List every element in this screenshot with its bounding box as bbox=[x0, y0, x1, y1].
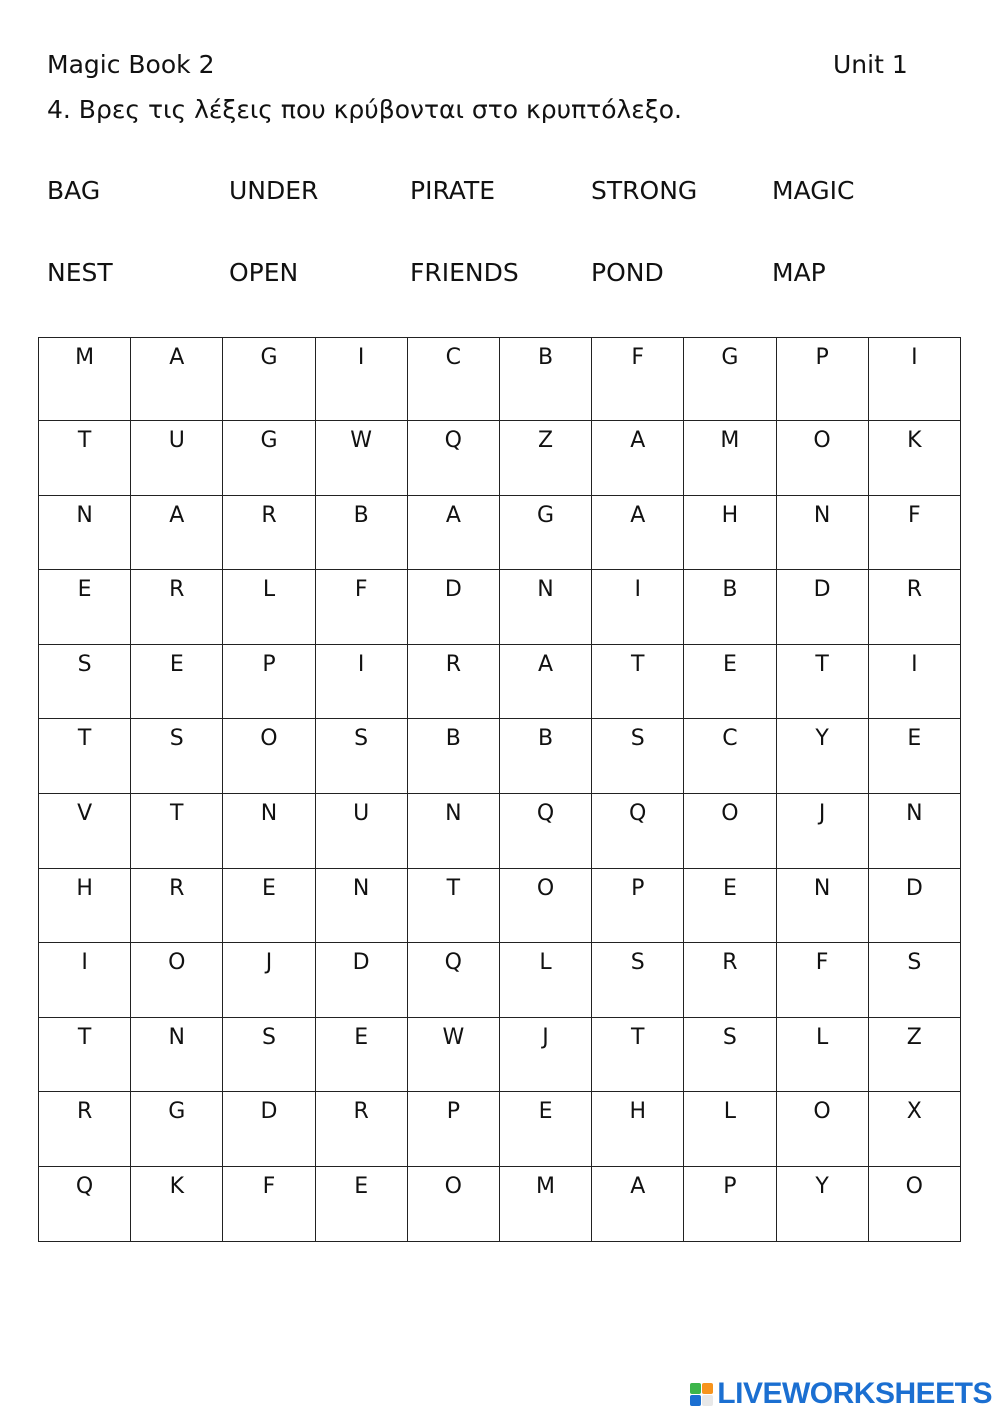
grid-cell[interactable]: I bbox=[315, 644, 407, 719]
grid-cell[interactable]: C bbox=[684, 719, 776, 794]
grid-cell[interactable]: Q bbox=[407, 943, 499, 1018]
grid-cell[interactable]: F bbox=[315, 570, 407, 645]
grid-cell[interactable]: P bbox=[592, 868, 684, 943]
grid-cell[interactable]: B bbox=[407, 719, 499, 794]
grid-cell[interactable]: D bbox=[223, 1092, 315, 1167]
grid-cell[interactable]: O bbox=[776, 421, 868, 496]
grid-cell[interactable]: E bbox=[868, 719, 960, 794]
grid-cell[interactable]: A bbox=[499, 644, 591, 719]
grid-cell[interactable]: A bbox=[592, 495, 684, 570]
grid-cell[interactable]: E bbox=[315, 1017, 407, 1092]
word-bank-item: BAG bbox=[47, 176, 101, 205]
grid-cell[interactable]: O bbox=[407, 1166, 499, 1241]
logo-square bbox=[702, 1383, 713, 1394]
book-title: Magic Book 2 bbox=[47, 50, 215, 79]
grid-row bbox=[39, 338, 961, 421]
grid-cell[interactable]: N bbox=[315, 868, 407, 943]
grid-cell[interactable]: Q bbox=[592, 793, 684, 868]
grid-cell[interactable]: S bbox=[684, 1017, 776, 1092]
exercise-instruction: 4. Βρες τις λέξεις που κρύβονται στο κρυπτόλεξο. bbox=[47, 95, 682, 124]
grid-cell[interactable]: W bbox=[407, 1017, 499, 1092]
grid-cell[interactable]: G bbox=[223, 421, 315, 496]
logo-square bbox=[702, 1395, 713, 1406]
grid-cell[interactable]: S bbox=[39, 644, 131, 719]
grid-cell[interactable]: S bbox=[223, 1017, 315, 1092]
grid-cell[interactable]: E bbox=[131, 644, 223, 719]
grid-cell[interactable]: N bbox=[223, 793, 315, 868]
grid-row bbox=[39, 570, 961, 645]
grid-row bbox=[39, 421, 961, 496]
grid-cell[interactable]: I bbox=[592, 570, 684, 645]
grid-cell[interactable]: G bbox=[223, 338, 315, 421]
word-search-grid bbox=[38, 337, 961, 1242]
grid-cell[interactable]: J bbox=[223, 943, 315, 1018]
word-bank-item: POND bbox=[591, 258, 664, 287]
grid-cell[interactable]: T bbox=[131, 793, 223, 868]
grid-cell[interactable]: R bbox=[407, 644, 499, 719]
grid-cell[interactable]: O bbox=[868, 1166, 960, 1241]
grid-cell[interactable]: Q bbox=[407, 421, 499, 496]
grid-cell[interactable]: B bbox=[499, 719, 591, 794]
grid-cell[interactable]: U bbox=[131, 421, 223, 496]
grid-cell[interactable]: A bbox=[407, 495, 499, 570]
logo-square bbox=[690, 1383, 701, 1394]
grid-row bbox=[39, 644, 961, 719]
word-bank-item: MAP bbox=[772, 258, 826, 287]
grid-cell[interactable]: Q bbox=[499, 793, 591, 868]
grid-cell[interactable]: S bbox=[592, 943, 684, 1018]
grid-cell[interactable]: P bbox=[407, 1092, 499, 1167]
grid-cell[interactable]: E bbox=[39, 570, 131, 645]
grid-cell[interactable]: N bbox=[776, 495, 868, 570]
grid-cell[interactable]: R bbox=[131, 868, 223, 943]
grid-cell[interactable]: L bbox=[223, 570, 315, 645]
grid-cell[interactable]: S bbox=[592, 719, 684, 794]
grid-cell[interactable]: G bbox=[499, 495, 591, 570]
liveworksheets-logo-icon bbox=[690, 1383, 713, 1406]
grid-cell[interactable]: Y bbox=[776, 1166, 868, 1241]
grid-cell[interactable]: E bbox=[684, 868, 776, 943]
grid-cell[interactable]: F bbox=[223, 1166, 315, 1241]
grid-cell[interactable]: E bbox=[315, 1166, 407, 1241]
grid-cell[interactable]: A bbox=[131, 338, 223, 421]
grid-cell[interactable]: M bbox=[499, 1166, 591, 1241]
grid-cell[interactable]: U bbox=[315, 793, 407, 868]
grid-cell[interactable]: N bbox=[131, 1017, 223, 1092]
grid-cell[interactable]: T bbox=[776, 644, 868, 719]
grid-cell[interactable]: F bbox=[868, 495, 960, 570]
grid-cell[interactable]: E bbox=[684, 644, 776, 719]
grid-cell[interactable]: D bbox=[776, 570, 868, 645]
grid-cell[interactable]: G bbox=[684, 338, 776, 421]
grid-cell[interactable]: E bbox=[223, 868, 315, 943]
logo-square bbox=[690, 1395, 701, 1406]
grid-cell[interactable]: T bbox=[592, 644, 684, 719]
word-bank-item: UNDER bbox=[229, 176, 319, 205]
grid-cell[interactable]: N bbox=[39, 495, 131, 570]
grid-cell[interactable]: S bbox=[315, 719, 407, 794]
grid-cell[interactable]: Y bbox=[776, 719, 868, 794]
grid-cell[interactable]: L bbox=[776, 1017, 868, 1092]
grid-cell[interactable]: I bbox=[868, 338, 960, 421]
grid-cell[interactable]: A bbox=[131, 495, 223, 570]
grid-cell[interactable]: D bbox=[315, 943, 407, 1018]
grid-cell[interactable]: O bbox=[131, 943, 223, 1018]
grid-cell[interactable]: I bbox=[868, 644, 960, 719]
grid-cell[interactable]: M bbox=[684, 421, 776, 496]
grid-cell[interactable]: N bbox=[407, 793, 499, 868]
grid-cell[interactable]: T bbox=[39, 421, 131, 496]
grid-cell[interactable]: R bbox=[868, 570, 960, 645]
grid-cell[interactable]: O bbox=[223, 719, 315, 794]
grid-cell[interactable]: O bbox=[776, 1092, 868, 1167]
grid-cell[interactable]: B bbox=[499, 338, 591, 421]
grid-cell[interactable]: I bbox=[39, 943, 131, 1018]
grid-cell[interactable]: X bbox=[868, 1092, 960, 1167]
grid-cell[interactable]: N bbox=[499, 570, 591, 645]
grid-cell[interactable]: C bbox=[407, 338, 499, 421]
grid-cell[interactable]: P bbox=[223, 644, 315, 719]
grid-cell[interactable]: P bbox=[776, 338, 868, 421]
grid-cell[interactable]: H bbox=[684, 495, 776, 570]
grid-cell[interactable]: Q bbox=[39, 1166, 131, 1241]
grid-row bbox=[39, 495, 961, 570]
word-bank-item: OPEN bbox=[229, 258, 299, 287]
grid-cell[interactable]: T bbox=[39, 719, 131, 794]
grid-cell[interactable]: Z bbox=[499, 421, 591, 496]
grid-row bbox=[39, 943, 961, 1018]
grid-cell[interactable]: H bbox=[592, 1092, 684, 1167]
grid-cell[interactable]: W bbox=[315, 421, 407, 496]
grid-cell[interactable]: R bbox=[39, 1092, 131, 1167]
grid-cell[interactable]: S bbox=[131, 719, 223, 794]
grid-cell[interactable]: H bbox=[39, 868, 131, 943]
grid-cell[interactable]: T bbox=[407, 868, 499, 943]
grid-cell[interactable]: G bbox=[131, 1092, 223, 1167]
grid-cell[interactable]: S bbox=[868, 943, 960, 1018]
grid-cell[interactable]: R bbox=[315, 1092, 407, 1167]
grid-cell[interactable]: N bbox=[776, 868, 868, 943]
grid-cell[interactable]: V bbox=[39, 793, 131, 868]
grid-cell[interactable]: J bbox=[776, 793, 868, 868]
grid-cell[interactable]: D bbox=[407, 570, 499, 645]
grid-cell[interactable]: Z bbox=[868, 1017, 960, 1092]
grid-cell[interactable]: A bbox=[592, 421, 684, 496]
grid-cell[interactable]: O bbox=[499, 868, 591, 943]
brand-footer bbox=[690, 1377, 992, 1411]
grid-cell[interactable]: R bbox=[131, 570, 223, 645]
grid-cell[interactable]: J bbox=[499, 1017, 591, 1092]
grid-cell[interactable]: L bbox=[684, 1092, 776, 1167]
grid-row bbox=[39, 719, 961, 794]
word-bank-item: NEST bbox=[47, 258, 113, 287]
grid-cell[interactable]: I bbox=[315, 338, 407, 421]
grid-cell[interactable]: T bbox=[592, 1017, 684, 1092]
word-bank-item: STRONG bbox=[591, 176, 698, 205]
grid-cell[interactable]: N bbox=[868, 793, 960, 868]
grid-cell[interactable]: L bbox=[499, 943, 591, 1018]
grid-cell[interactable]: B bbox=[684, 570, 776, 645]
grid-cell[interactable]: T bbox=[39, 1017, 131, 1092]
word-bank-item: FRIENDS bbox=[410, 258, 519, 287]
grid-cell[interactable]: K bbox=[868, 421, 960, 496]
grid-cell[interactable]: R bbox=[223, 495, 315, 570]
grid-row bbox=[39, 1092, 961, 1167]
grid-row bbox=[39, 793, 961, 868]
grid-cell[interactable]: B bbox=[315, 495, 407, 570]
grid-cell[interactable]: R bbox=[684, 943, 776, 1018]
grid-cell[interactable]: A bbox=[592, 1166, 684, 1241]
grid-row bbox=[39, 868, 961, 943]
grid-cell[interactable]: D bbox=[868, 868, 960, 943]
grid-cell[interactable]: K bbox=[131, 1166, 223, 1241]
grid-row bbox=[39, 1166, 961, 1241]
unit-label: Unit 1 bbox=[833, 50, 908, 79]
word-bank-item: MAGIC bbox=[772, 176, 855, 205]
grid-cell[interactable]: F bbox=[776, 943, 868, 1018]
grid-cell[interactable]: F bbox=[592, 338, 684, 421]
grid-row bbox=[39, 1017, 961, 1092]
grid-cell[interactable]: E bbox=[499, 1092, 591, 1167]
word-bank-item: PIRATE bbox=[410, 176, 496, 205]
grid-cell[interactable]: O bbox=[684, 793, 776, 868]
brand-name: LIVEWORKSHEETS bbox=[717, 1377, 992, 1410]
grid-cell[interactable]: M bbox=[39, 338, 131, 421]
grid-cell[interactable]: P bbox=[684, 1166, 776, 1241]
